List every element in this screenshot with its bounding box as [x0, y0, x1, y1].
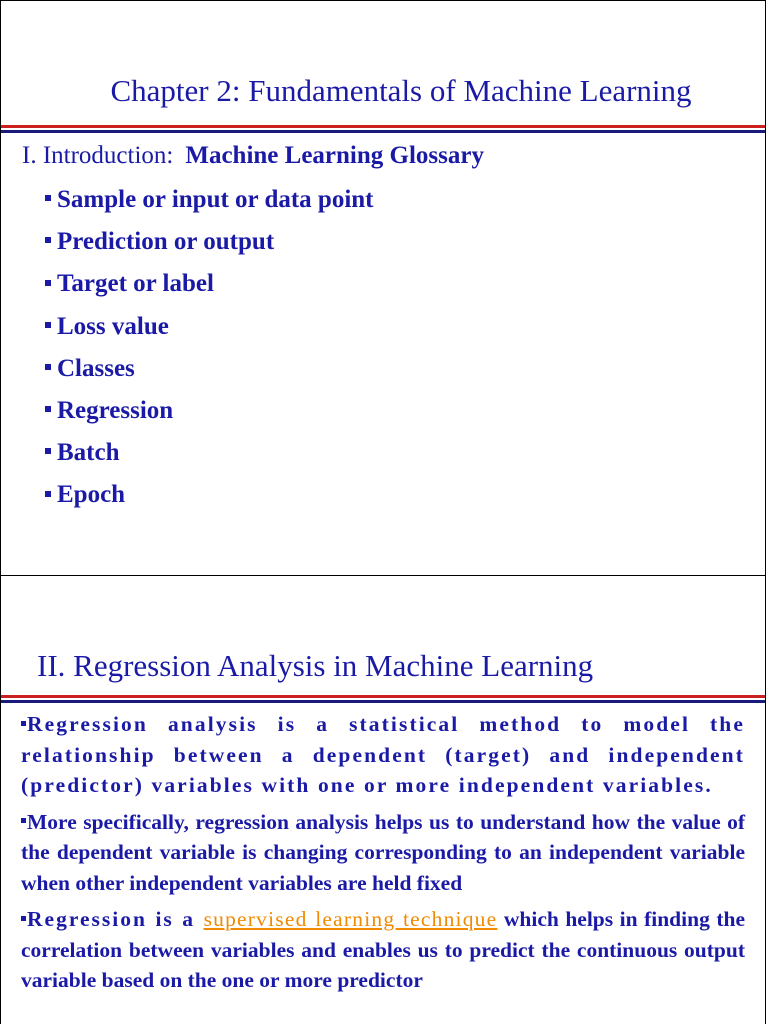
- list-item: [45, 224, 374, 266]
- paragraph-supervised: [21, 904, 745, 996]
- paragraph-definition: [21, 709, 745, 801]
- paragraph-text: Regression is a: [27, 907, 204, 931]
- slide-2: [0, 576, 766, 1024]
- list-item: [45, 266, 374, 308]
- bullet-square-icon: [45, 280, 51, 286]
- bullet-square-icon: [21, 916, 26, 921]
- bullet-square-icon: [45, 364, 51, 370]
- list-item-text: Batch: [57, 439, 120, 467]
- bullet-square-icon: [45, 237, 51, 243]
- glossary-list: [45, 182, 374, 520]
- title-divider: [1, 125, 765, 133]
- list-item-text: Epoch: [57, 481, 126, 509]
- slide-1-title: Chapter 2: Fundamentals of Machine Learning: [110, 73, 692, 108]
- section-heading-prefix: I. Introduction:: [22, 142, 174, 169]
- bullet-square-icon: [21, 818, 26, 823]
- list-item-text: Loss value: [57, 312, 169, 340]
- bullet-square-icon: [45, 491, 51, 497]
- bullet-square-icon: [45, 322, 51, 328]
- list-item: [45, 351, 374, 393]
- paragraph-text: More specifically, regression analysis helps us to understand how the value of the dependent variable is changing corresponding to an independent variable when other independent variables are held fixed: [21, 809, 745, 895]
- slide-2-title: II. Regression Analysis in Machine Learning: [37, 648, 594, 683]
- paragraph-detail: [21, 807, 745, 899]
- bullet-square-icon: [45, 448, 51, 454]
- section-heading-text: Machine Learning Glossary: [185, 142, 484, 169]
- list-item: [45, 393, 374, 435]
- title-divider: [1, 695, 765, 703]
- section-heading: [22, 142, 484, 170]
- list-item-text: Prediction or output: [57, 228, 275, 256]
- paragraph-text: which helps in finding the correlation between variables and enables us to predict the continuous output variable based on the one or more predictor: [21, 907, 745, 992]
- list-item-text: Sample or input or data point: [57, 186, 374, 213]
- bullet-square-icon: [21, 721, 26, 726]
- list-item-text: Regression: [57, 396, 174, 424]
- list-item: [45, 435, 374, 477]
- bullet-square-icon: [45, 406, 51, 412]
- paragraph-text: Regression analysis is a statistical method to model the relationship between a dependent (target) and independent (predictor) variables with one or more independent variables.: [21, 712, 745, 797]
- slide-2-body: [21, 709, 745, 1002]
- list-item-text: Target or label: [57, 270, 214, 298]
- bullet-square-icon: [45, 195, 51, 201]
- list-item-text: Classes: [57, 354, 135, 382]
- list-item: [45, 477, 374, 519]
- supervised-learning-link[interactable]: supervised learning technique: [203, 907, 498, 931]
- list-item: [45, 182, 374, 224]
- list-item: [45, 309, 374, 351]
